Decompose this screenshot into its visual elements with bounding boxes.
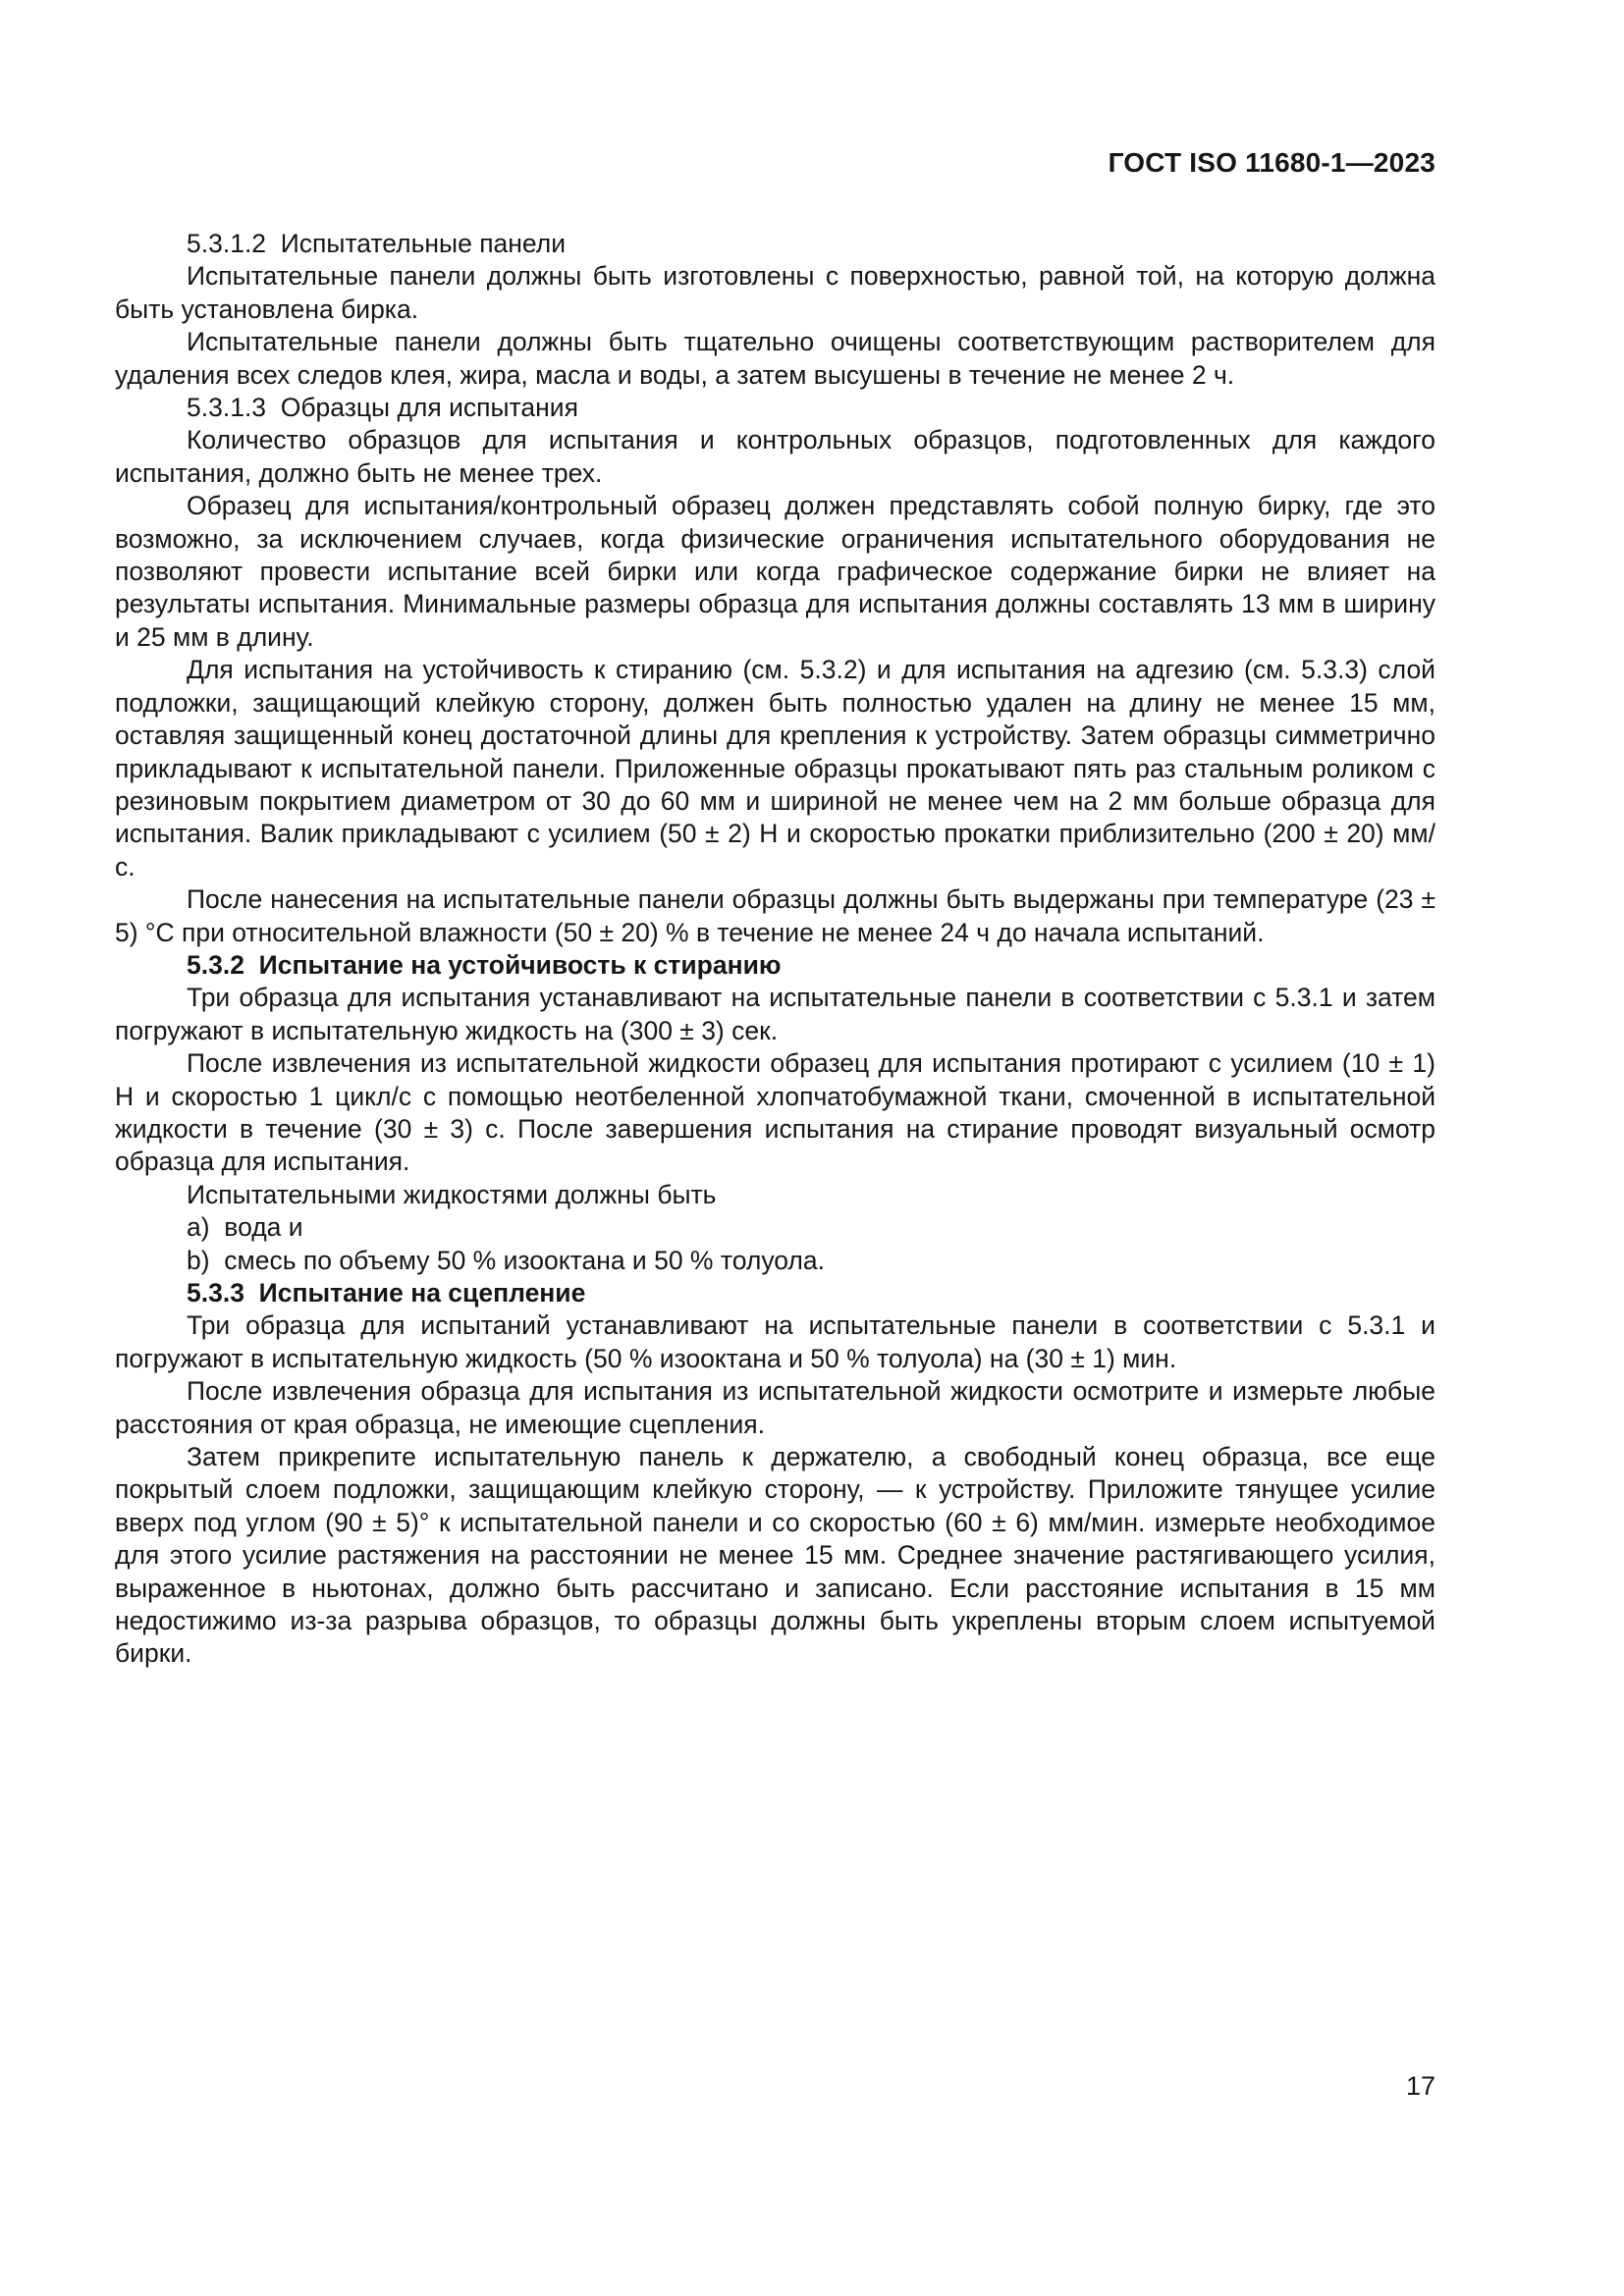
paragraph: Испытательные панели должны быть тщательно очищены соответствующим растворителем для удаления всех следов клея, жира, масла и воды, а затем высушены в течение не менее 2 ч. [115,327,1435,390]
paragraph: Три образца для испытания устанавливают на испытательные панели в соответствии с 5.3.1 и затем погружают в испытательную жидкость на (300 ± 3) сек. [115,983,1435,1045]
clause-5-3-3-title: 5.3.3 Испытание на сцепление [187,1278,586,1308]
document-body [115,228,1435,1671]
page-number-value: 17 [1405,2071,1435,2101]
paragraph: Для испытания на устойчивость к стиранию (см. 5.3.2) и для испытания на адгезию (см. 5.3.3) слой подложки, защищающий клейкую сторону, должен быть полностью удален на длину не менее 15 мм, оставляя защищенный конец достаточной длины для крепления к устройству. Затем образцы симметрично прикладывают к испытательной панели. Приложенные образцы прокатывают пять раз стальным роликом с резиновым покрытием диаметром от 30 до 60 мм и шириной не менее чем на 2 мм больше образца для испытания. Валик прикладывают с усилием (50 ± 2) Н и скоростью прокатки приблизительно (200 ± 20) мм/с. [115,655,1435,881]
list-item-a: a) вода и [187,1212,303,1243]
list-item-b: b) смесь по объему 50 % изооктана и 50 % толуола. [187,1245,825,1275]
paragraph: Затем прикрепите испытательную панель к держателю, а свободный конец образца, все еще покрытый слоем подложки, защищающим клейкую сторону, — к устройству. Приложите тянущее усилие вверх под углом (90 ± 5)° к испытательной панели и со скоростью (60 ± 6) мм/мин. измерьте необходимое для этого усилие растяжения на расстоянии не менее 15 мм. Среднее значение растягивающего усилия, выраженное в ньютонах, должно быть рассчитано и записано. Если расстояние испытания в 15 мм недостижимо из-за разрыва образцов, то образцы должны быть укреплены вторым слоем испытуемой бирки. [115,1442,1435,1669]
paragraph: После извлечения из испытательной жидкости образец для испытания протирают с усилием (10 ± 1) Н и скоростью 1 цикл/с с помощью неотбеленной хлопчатобумажной ткани, смоченной в испытательной жидкости в течение (30 ± 3) с. После завершения испытания на стирание проводят визуальный осмотр образца для испытания. [115,1048,1435,1177]
paragraph: Испытательными жидкостями должны быть [187,1179,717,1209]
paragraph: Испытательные панели должны быть изготовлены с поверхностью, равной той, на которую должна быть установлена бирка. [115,261,1435,324]
paragraph: После нанесения на испытательные панели образцы должны быть выдержаны при температуре (23 ± 5) °С при относительной влажности (50 ± 20) % в течение не менее 24 ч до начала испытаний. [115,884,1435,947]
running-header [115,147,1435,179]
paragraph: Количество образцов для испытания и контрольных образцов, подготовленных для каждого испытания, должно быть не менее трех. [115,425,1435,488]
clause-5-3-1-3-title: 5.3.1.3 Образцы для испытания [187,393,578,423]
clause-5-3-2-title: 5.3.2 Испытание на устойчивость к стиранию [187,949,782,980]
page-number [115,2071,1435,2102]
standard-designation: ГОСТ ISO 11680-1—2023 [1108,147,1435,178]
paragraph: Три образца для испытаний устанавливают на испытательные панели в соответствии с 5.3.1 и погружают в испытательную жидкость (50 % изооктана и 50 % толуола) на (30 ± 1) мин. [115,1310,1435,1373]
clause-5-3-1-2-title: 5.3.1.2 Испытательные панели [187,229,567,258]
paragraph: После извлечения образца для испытания из испытательной жидкости осмотрите и измерьте любые расстояния от края образца, не имеющие сцепления. [115,1376,1435,1439]
paragraph: Образец для испытания/контрольный образец должен представлять собой полную бирку, где это возможно, за исключением случаев, когда физические ограничения испытательного оборудования не позволяют провести испытание всей бирки или когда графическое содержание бирки не влияет на результаты испытания. Минимальные размеры образца для испытания должны составлять 13 мм в ширину и 25 мм в длину. [115,491,1435,652]
